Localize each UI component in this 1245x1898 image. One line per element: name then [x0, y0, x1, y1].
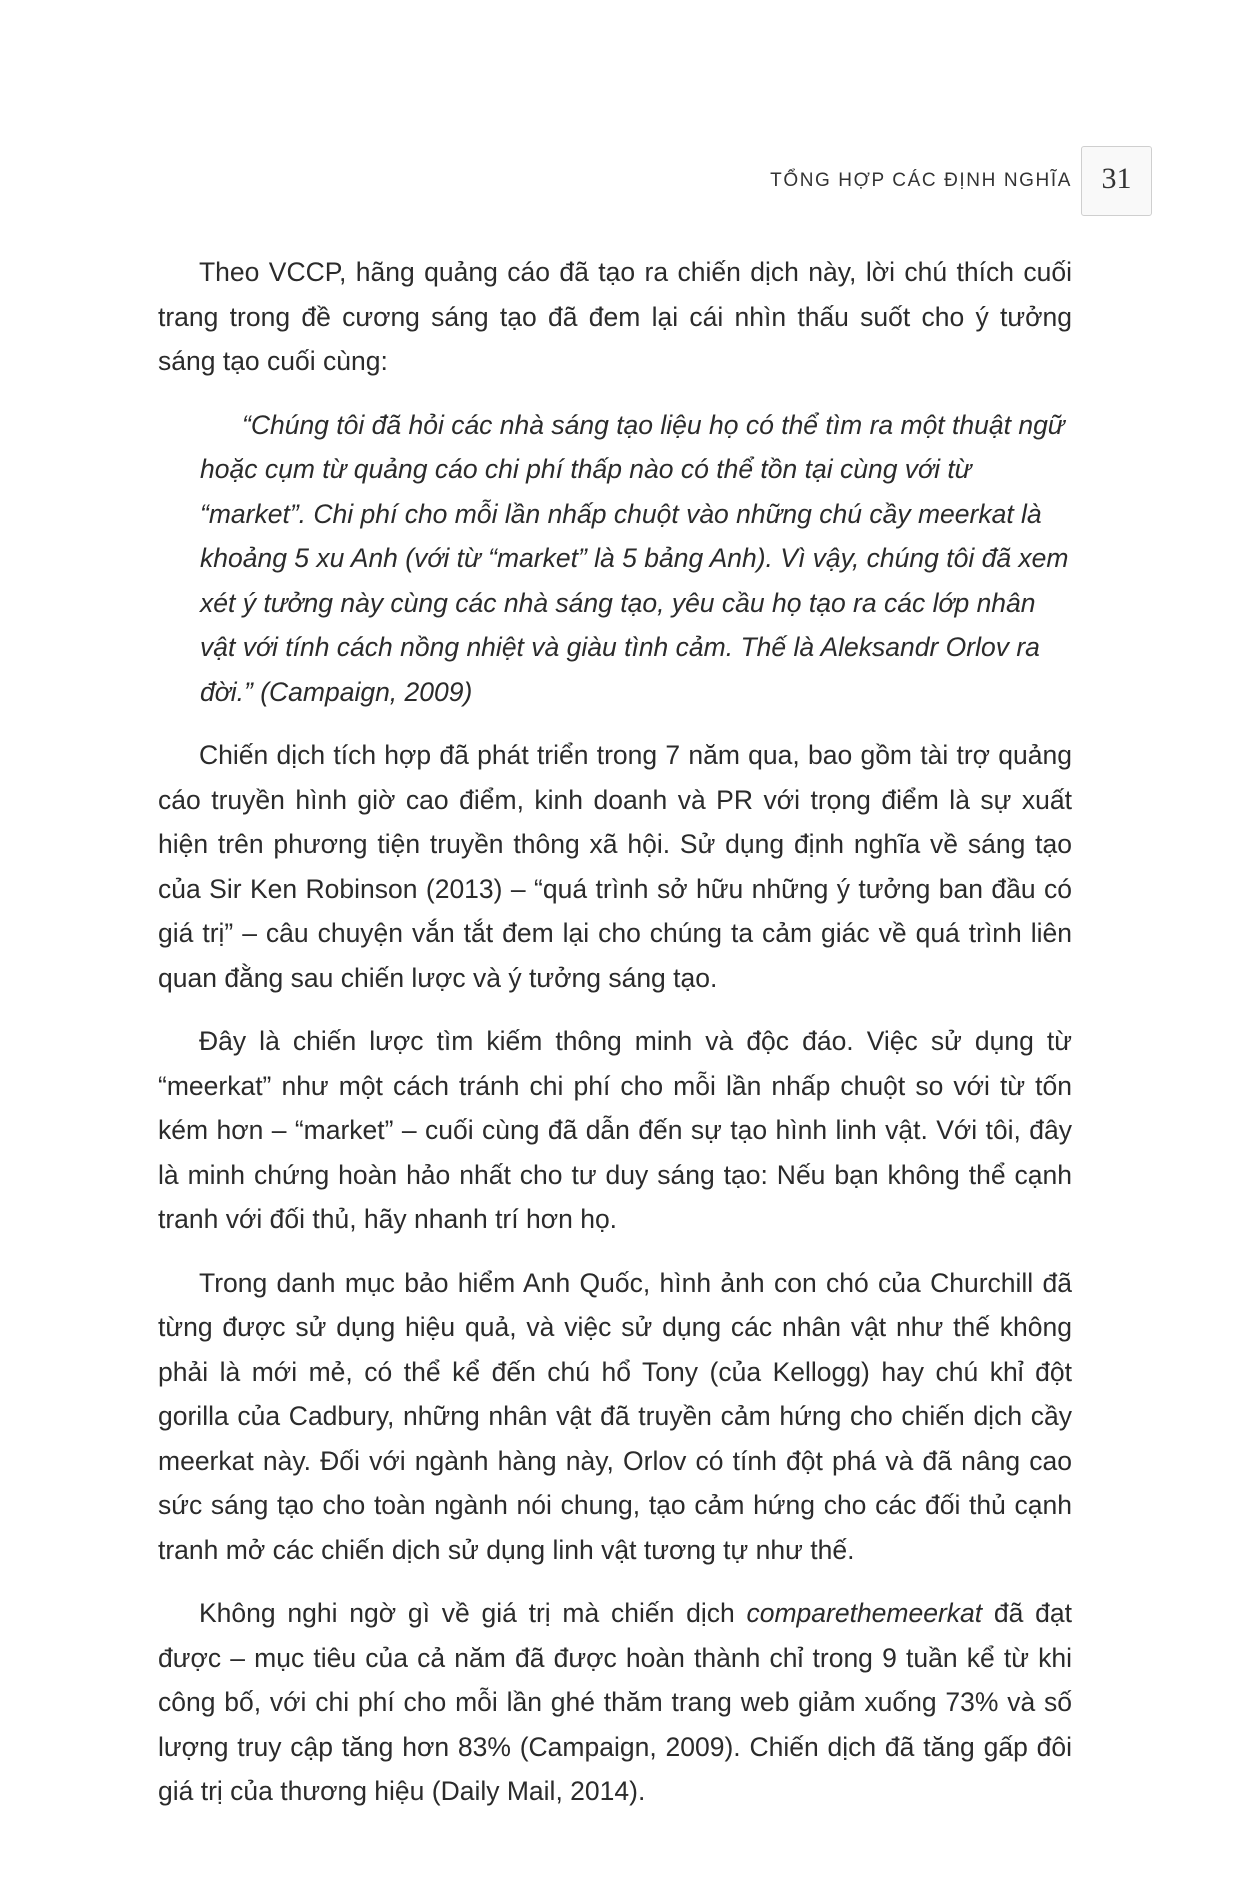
campaign-name: comparethemeerkat	[746, 1598, 983, 1628]
paragraph-5-text-end: đã đạt được – mục tiêu của cả năm đã được hoàn thành chỉ trong 9 tuần kể từ khi công bố, với chi phí cho mỗi lần ghé thăm trang web giảm xuống 73% và số lượng truy cập tăng hơn 83% (Campaign, 2009). Chiến dịch đã tăng gấp đôi giá trị của thương hiệu (Daily Mail, 2014).	[158, 1598, 1072, 1806]
body-paragraph-2: Chiến dịch tích hợp đã phát triển trong 7 năm qua, bao gồm tài trợ quảng cáo truyền hình giờ cao điểm, kinh doanh và PR với trọng điểm là sự xuất hiện trên phương tiện truyền thông xã hội. Sử dụng định nghĩa về sáng tạo của Sir Ken Robinson (2013) – “quá trình sở hữu những ý tưởng ban đầu có giá trị” – câu chuyện vắn tắt đem lại cho chúng ta cảm giác về quá trình liên quan đằng sau chiến lược và ý tưởng sáng tạo.	[158, 740, 1072, 993]
block-quote: “Chúng tôi đã hỏi các nhà sáng tạo liệu họ có thể tìm ra một thuật ngữ hoặc cụm từ quảng cáo chi phí thấp nào có thể tồn tại cùng với từ “market”. Chi phí cho mỗi lần nhấp chuột vào những chú cầy meerkat là khoảng 5 xu Anh (với từ “market” là 5 bảng Anh). Vì vậy, chúng tôi đã xem xét ý tưởng này cùng các nhà sáng tạo, yêu cầu họ tạo ra các lớp nhân vật với tính cách nồng nhiệt và giàu tình cảm. Thế là Aleksandr Orlov ra đời.” (Campaign, 2009)	[200, 409, 1069, 707]
body-paragraph-3: Đây là chiến lược tìm kiếm thông minh và độc đáo. Việc sử dụng từ “meerkat” như một cách tránh chi phí cho mỗi lần nhấp chuột so với từ tốn kém hơn – “market” – cuối cùng đã dẫn đến sự tạo hình linh vật. Với tôi, đây là minh chứng hoàn hảo nhất cho tư duy sáng tạo: Nếu bạn không thể cạnh tranh với đối thủ, hãy nhanh trí hơn họ.	[158, 1026, 1072, 1234]
chapter-title: TỔNG HỢP CÁC ĐỊNH NGHĨA	[770, 170, 1072, 191]
paragraph-5-text-start: Không nghi ngờ gì về giá trị mà chiến dịch	[199, 1598, 747, 1628]
body-paragraph-5	[158, 1591, 1072, 1814]
page-body	[158, 250, 1072, 1833]
running-header	[0, 146, 1245, 216]
body-paragraph-1: Theo VCCP, hãng quảng cáo đã tạo ra chiến dịch này, lời chú thích cuối trang trong đề cương sáng tạo đã đem lại cái nhìn thấu suốt cho ý tưởng sáng tạo cuối cùng:	[158, 257, 1072, 376]
page-number-box	[1081, 146, 1152, 216]
page-number: 31	[1101, 162, 1132, 195]
body-paragraph-4: Trong danh mục bảo hiểm Anh Quốc, hình ảnh con chó của Churchill đã từng được sử dụng hiệu quả, và việc sử dụng các nhân vật như thế không phải là mới mẻ, có thể kể đến chú hổ Tony (của Kellogg) hay chú khỉ đột gorilla của Cadbury, những nhân vật đã truyền cảm hứng cho chiến dịch cầy meerkat này. Đối với ngành hàng này, Orlov có tính đột phá và đã nâng cao sức sáng tạo cho toàn ngành nói chung, tạo cảm hứng cho các đối thủ cạnh tranh mở các chiến dịch sử dụng linh vật tương tự như thế.	[158, 1267, 1072, 1565]
